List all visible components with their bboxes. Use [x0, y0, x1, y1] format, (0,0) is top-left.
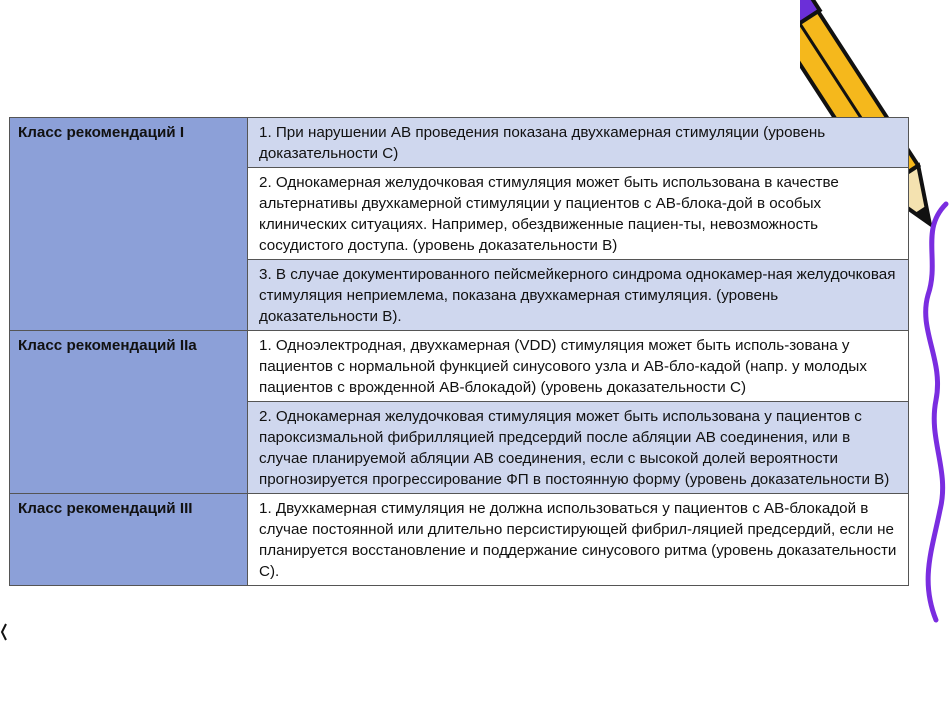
recommendation-cell: 2. Однокамерная желудочковая стимуляция может быть использована у пациентов с пароксизмальной фибрилляцией предсердий после абляции АВ соединения, или в случае планируемой абляции АВ соединения, если с высокой долей вероятности прогнозируется прогрессирование ФП в постоянную форму (уровень доказательности В)	[248, 402, 909, 494]
class-label-cell: Класс рекомендаций III	[10, 494, 248, 586]
table-row	[10, 118, 909, 168]
table-row	[10, 494, 909, 586]
table-row	[10, 331, 909, 402]
class-label-cell: Класс рекомендаций IIa	[10, 331, 248, 494]
recommendation-cell: 2. Однокамерная желудочковая стимуляция может быть использована в качестве альтернативы двухкамерной стимуляции у пациентов с АВ-блока-дой в особых клинических ситуациях. Например, обездвиженные пациен-ты, невозможность сосудистого доступа. (уровень доказательности В)	[248, 168, 909, 260]
recommendations-table	[9, 117, 909, 586]
recommendation-cell: 1. При нарушении АВ проведения показана двухкамерная стимуляции (уровень доказательности С)	[248, 118, 909, 168]
recommendation-cell: 3. В случае документированного пейсмейкерного синдрома однокамер-ная желудочковая стимуляция неприемлема, показана двухкамерная стимуляция. (уровень доказательности В).	[248, 260, 909, 331]
left-edge-mark	[0, 622, 8, 642]
recommendation-cell: 1. Одноэлектродная, двухкамерная (VDD) стимуляция может быть исполь-зована у пациентов с нормальной функцией синусового узла и АВ-бло-кадой (напр. у молодых пациентов с врожденной АВ-блокадой) (уровень доказательности С)	[248, 331, 909, 402]
recommendation-cell: 1. Двухкамерная стимуляция не должна использоваться у пациентов с АВ-блокадой в случае постоянной или длительно персистирующей фибрил-ляцией предсердий, если не планируется восстановление и поддержание синусового ритма (уровень доказательности С).	[248, 494, 909, 586]
class-label-cell: Класс рекомендаций I	[10, 118, 248, 331]
